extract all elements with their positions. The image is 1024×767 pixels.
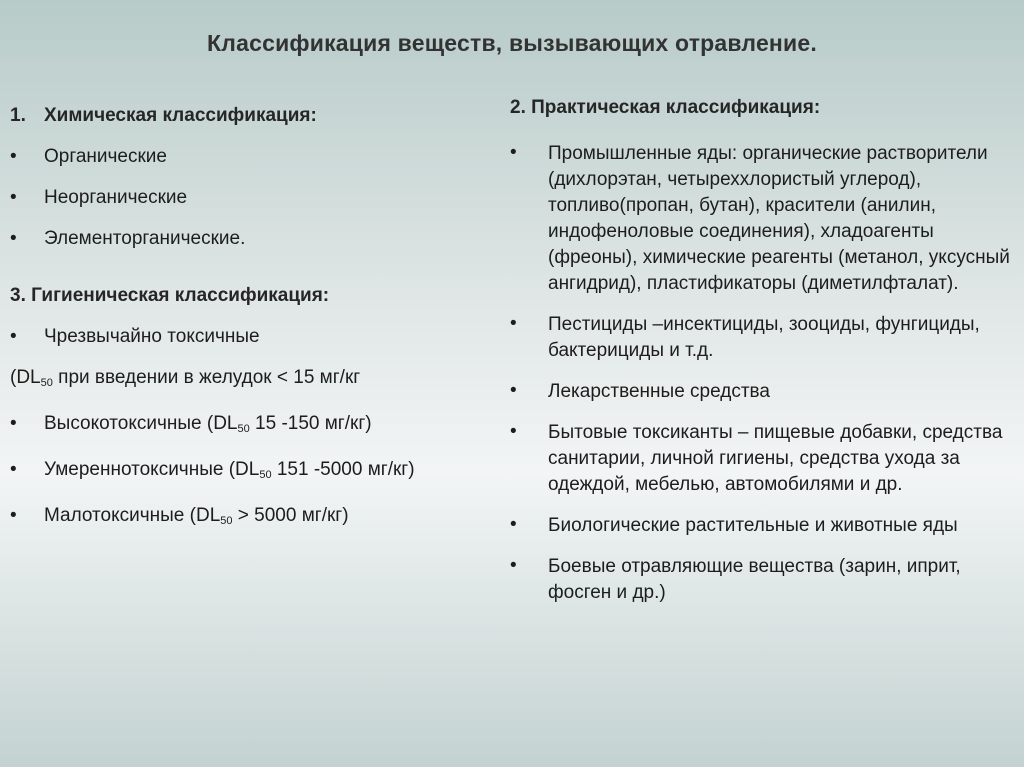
hygienic-classification-heading: 3. Гигиеническая классификация: xyxy=(10,285,330,306)
heading-number: 1. xyxy=(10,105,26,126)
dl-note-pre: (DL xyxy=(10,367,41,388)
list-item xyxy=(10,458,500,487)
left-column xyxy=(10,104,500,533)
slide-title: Классификация веществ, вызывающих отравление. xyxy=(207,30,817,56)
dl-note-post: при введении в желудок < 15 мг/кг xyxy=(52,367,361,388)
list-item xyxy=(510,312,1010,364)
item-post: 15 -150 мг/кг) xyxy=(249,413,372,434)
bullet-icon: • xyxy=(10,505,17,526)
bullet-icon: • xyxy=(10,413,17,434)
dl-note xyxy=(10,366,500,395)
item-pre: Высокотоксичные (DL xyxy=(44,413,238,434)
list-item-text: Элементорганические. xyxy=(44,228,246,249)
dl-subscript: 50 xyxy=(220,515,233,527)
chemical-list xyxy=(10,145,500,251)
list-item xyxy=(510,141,1010,297)
item-pre: Малотоксичные (DL xyxy=(44,505,221,526)
list-item-text xyxy=(10,504,500,533)
list-item-text: Боевые отравляющие вещества (зарин, иприт, фосген и др.) xyxy=(548,556,961,603)
list-item xyxy=(10,325,500,349)
dl-subscript: 50 xyxy=(259,469,272,481)
toxicity-list xyxy=(10,412,500,533)
list-item xyxy=(10,504,500,533)
heading-text: Химическая классификация: xyxy=(44,105,317,126)
list-item xyxy=(510,379,1010,405)
bullet-icon: • xyxy=(510,514,517,535)
list-item xyxy=(10,186,500,210)
list-item-text xyxy=(10,412,500,441)
item-post: > 5000 мг/кг) xyxy=(232,505,349,526)
bullet-icon: • xyxy=(510,142,517,163)
bullet-icon: • xyxy=(510,555,517,576)
bullet-icon: • xyxy=(10,459,17,480)
list-item-text: Бытовые токсиканты – пищевые добавки, средства санитарии, личной гигиены, средства ухода за одеждой, мебелью, автомобилями и др. xyxy=(548,422,1003,495)
list-item xyxy=(10,227,500,251)
list-item xyxy=(510,420,1010,498)
bullet-icon: • xyxy=(510,313,517,334)
item-post: 151 -5000 мг/кг) xyxy=(271,459,415,480)
list-item-text xyxy=(10,458,500,487)
item-pre: Умереннотоксичные (DL xyxy=(44,459,260,480)
dl-subscript: 50 xyxy=(40,377,53,389)
bullet-icon: • xyxy=(510,380,517,401)
list-item-text: Пестициды –инсектициды, зооциды, фунгициды, бактерициды и т.д. xyxy=(548,314,980,361)
bullet-icon: • xyxy=(510,421,517,442)
right-column xyxy=(510,96,1010,606)
practical-list xyxy=(510,141,1010,606)
practical-classification-heading: 2. Практическая классификация: xyxy=(510,97,821,118)
chemical-classification-heading xyxy=(10,104,500,128)
bullet-icon: • xyxy=(10,326,17,347)
list-item xyxy=(10,412,500,441)
bullet-icon: • xyxy=(10,146,17,167)
list-item xyxy=(510,513,1010,539)
list-item-text: Лекарственные средства xyxy=(548,381,770,402)
list-item-text: Промышленные яды: органические растворители (дихлорэтан, четыреххлористый углерод), топливо(пропан, бутан), красители (анилин, индофеноловые соединения), хладоагенты (фреоны), химические реагенты (метанол, уксусный ангидрид), пластификаторы (диметилфталат). xyxy=(548,143,1010,294)
list-item xyxy=(510,554,1010,606)
dl-subscript: 50 xyxy=(237,423,250,435)
bullet-icon: • xyxy=(10,228,17,249)
list-item-text: Чрезвычайно токсичные xyxy=(44,326,260,347)
list-item-text: Биологические растительные и животные яды xyxy=(548,515,958,536)
list-item-text: Органические xyxy=(44,146,167,167)
list-item xyxy=(10,145,500,169)
hygienic-list xyxy=(10,325,500,349)
list-item-text: Неорганические xyxy=(44,187,188,208)
bullet-icon: • xyxy=(10,187,17,208)
